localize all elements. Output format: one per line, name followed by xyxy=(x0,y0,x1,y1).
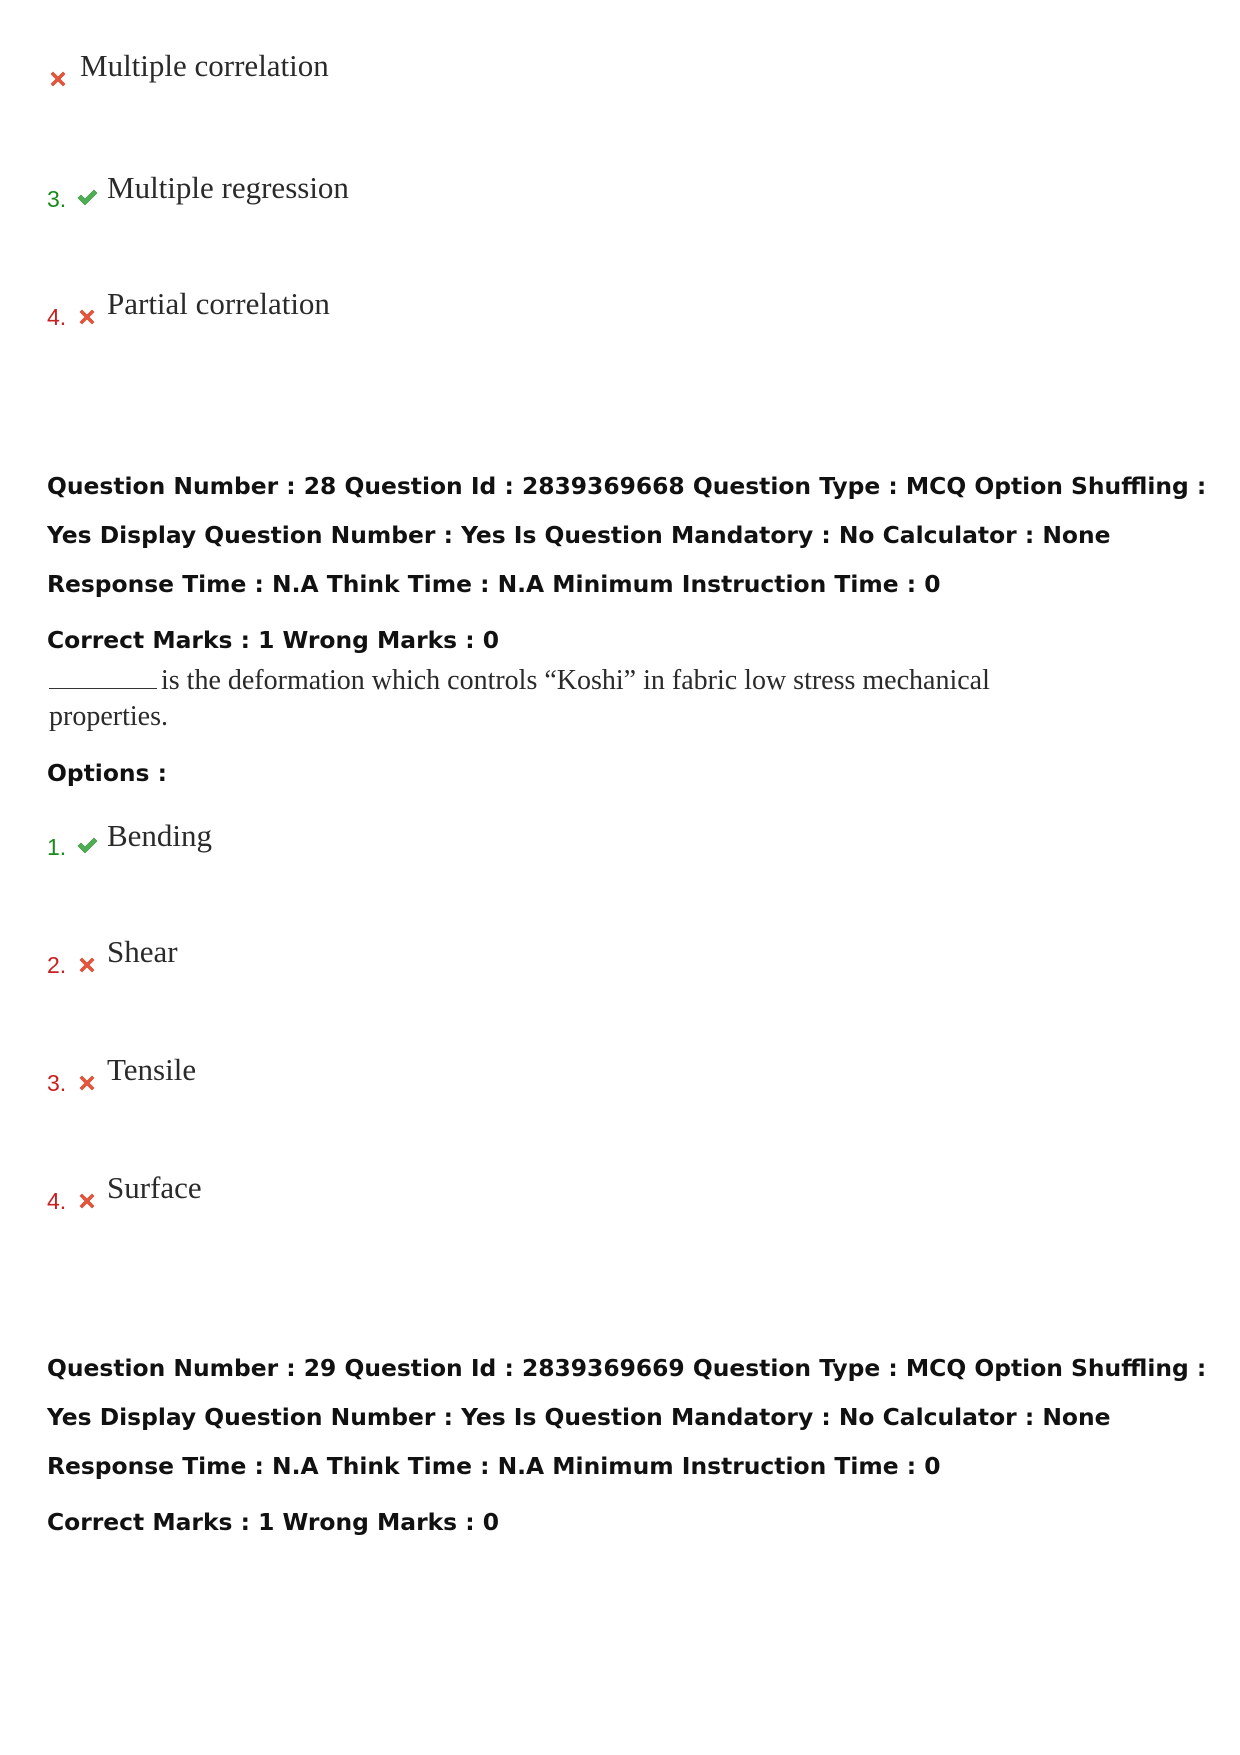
option-text: Tensile xyxy=(107,1052,197,1087)
options-label: Options : xyxy=(47,759,167,787)
question-text xyxy=(49,662,1049,735)
option-number: 3. xyxy=(47,186,67,212)
check-icon xyxy=(76,186,98,208)
cross-icon xyxy=(76,1190,98,1212)
option-text: Bending xyxy=(107,818,213,853)
option-text: Surface xyxy=(107,1170,202,1205)
option-number: 4. xyxy=(47,1188,67,1214)
option-text: Multiple correlation xyxy=(80,48,329,83)
blank-line xyxy=(49,662,157,689)
marks-line: Correct Marks : 1 Wrong Marks : 0 xyxy=(47,626,500,654)
option-text: Shear xyxy=(107,934,178,969)
option-number: 3. xyxy=(47,1070,67,1096)
cross-icon xyxy=(47,68,69,90)
option-number: 4. xyxy=(47,304,67,330)
question-meta: Question Number : 29 Question Id : 2839369669 Question Type : MCQ Option Shuffling : Yes Display Question Number : Yes Is Question Mandatory : No Calculator : None Response Time : N.A Think Time : N.A Minimum Instruction Time : 0 xyxy=(47,1354,1207,1480)
question-meta: Question Number : 28 Question Id : 2839369668 Question Type : MCQ Option Shuffling : Yes Display Question Number : Yes Is Question Mandatory : No Calculator : None Response Time : N.A Think Time : N.A Minimum Instruction Time : 0 xyxy=(47,472,1207,598)
cross-icon xyxy=(76,306,98,328)
question-statement: is the deformation which controls “Koshi” in fabric low stress mechanical properties. xyxy=(49,665,990,732)
option-number: 2. xyxy=(47,952,67,978)
marks-line: Correct Marks : 1 Wrong Marks : 0 xyxy=(47,1508,500,1536)
option-text: Partial correlation xyxy=(107,286,330,321)
option-text: Multiple regression xyxy=(107,170,349,205)
option-number: 1. xyxy=(47,834,67,860)
cross-icon xyxy=(76,954,98,976)
cross-icon xyxy=(76,1072,98,1094)
check-icon xyxy=(76,834,98,856)
